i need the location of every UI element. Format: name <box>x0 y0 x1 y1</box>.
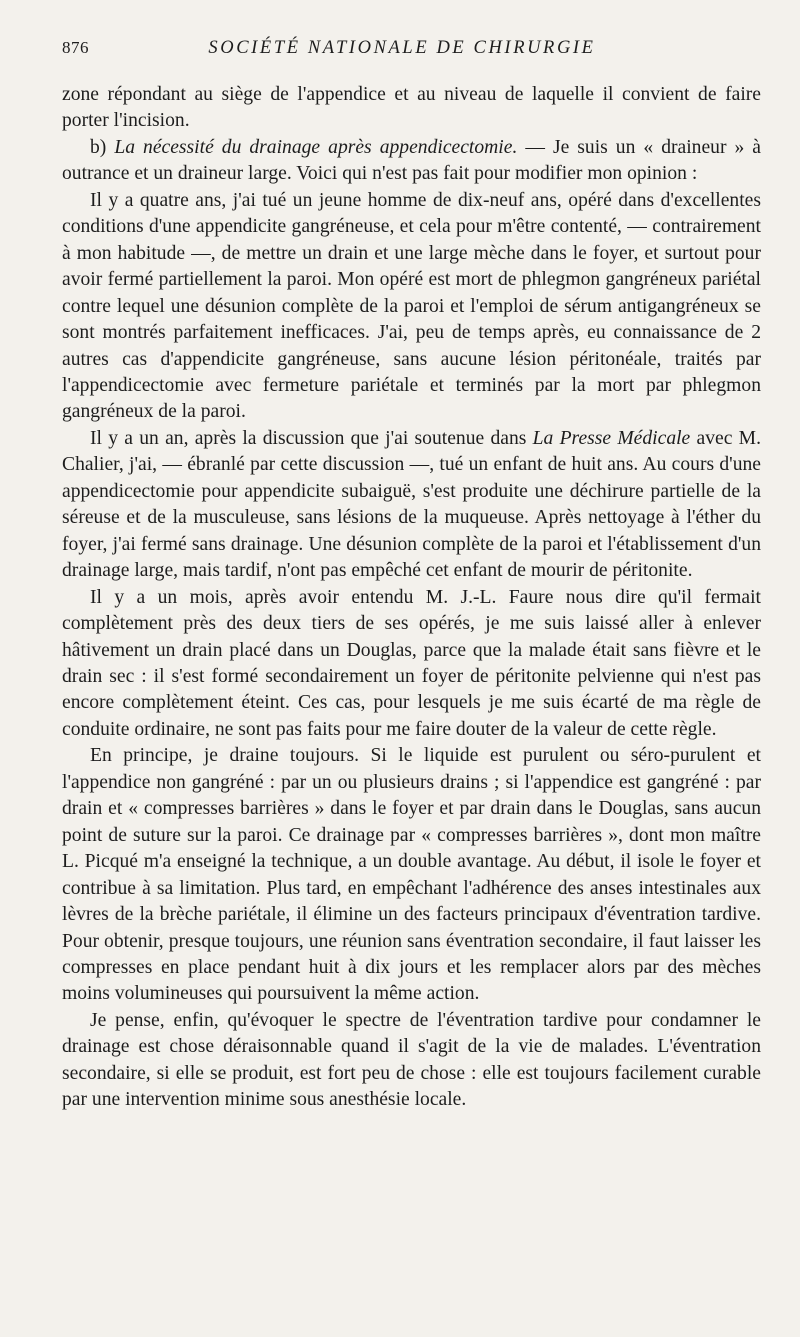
case-two-text-end: avec M. Chalier, j'ai, — ébranlé par cette discussion —, tué un enfant de huit ans. Au cours d'une appendicectomie pour appendicite subaiguë, s'est produite une déchirure partielle de la séreuse et de la musculeuse, sans lésions de la muqueuse. Après nettoyage à l'éther du foyer, j'ai fermé sans drainage. Une désunion complète de la paroi et l'établissement d'un drainage large, mais tardif, n'ont pas empêché cet enfant de mourir de péritonite. <box>62 427 761 582</box>
journal-title: SOCIÉTÉ NATIONALE DE CHIRURGIE <box>208 38 596 58</box>
case-two-text-start: Il y a un an, après la discussion que j'ai soutenue dans <box>90 427 533 449</box>
body-text <box>62 82 761 1114</box>
paragraph-case-two <box>62 426 761 585</box>
section-heading: La nécessité du drainage après appendicectomie. <box>114 136 518 158</box>
paragraph-principle: En principe, je draine toujours. Si le liquide est purulent ou séro-purulent et l'appendice non gangréné : par un ou plusieurs drains ; si l'appendice est gangréné : par drain et « compresses barrières » dans le foyer et par drain dans le Douglas, sans aucun point de suture sur la paroi. Ce drainage par « compresses barrières », dont mon maître L. Picqué m'a enseigné la technique, a un double avantage. Au début, il isole le foyer et contribue à sa limitation. Plus tard, en empêchant l'adhérence des anses intestinales aux lèvres de la brèche pariétale, il élimine un des facteurs principaux d'éventration tardive. Pour obtenir, presque toujours, une réunion sans éventration secondaire, il faut laisser les compresses en place pendant huit à dix jours et les remplacer alors par des mèches moins volumineuses qui poursuivent la même action. <box>62 745 761 1005</box>
paragraph-case-three: Il y a un mois, après avoir entendu M. J.-L. Faure nous dire qu'il fermait complètement près des deux tiers de ses opérés, je me suis laissé aller à enlever hâtivement un drain placé dans un Douglas, parce que la malade était sans fièvre et le drain sec : il s'est formé secondairement un foyer de péritonite pelvienne qui n'est pas encore complètement éteint. Ces cas, pour lesquels je me suis écarté de ma règle de conduite ordinaire, ne sont pas faits pour me faire douter de la valeur de cette règle. <box>62 586 761 740</box>
paragraph-section-b <box>62 135 761 188</box>
section-marker: b) <box>90 136 115 158</box>
paragraph-continuation: zone répondant au siège de l'appendice et au niveau de laquelle il convient de faire porter l'incision. <box>62 84 761 132</box>
paragraph-conclusion: Je pense, enfin, qu'évoquer le spectre de l'éventration tardive pour condamner le drainage est chose déraisonnable quand il s'agit de la vie de malades. L'éventration secondaire, si elle se produit, est fort peu de chose : elle est toujours facilement curable par une intervention minime sous anesthésie locale. <box>62 1009 761 1111</box>
paragraph-case-one: Il y a quatre ans, j'ai tué un jeune homme de dix-neuf ans, opéré dans d'excellentes conditions d'une appendicite gangréneuse, et cela pour m'être contenté, — contrairement à mon habitude —, de mettre un drain et une large mèche dans le foyer, et surtout pour avoir fermé partiellement la paroi. Mon opéré est mort de phlegmon gangréneux pariétal contre lequel une désunion complète de la paroi et l'emploi de sérum antigangréneux se sont montrés parfaitement inefficaces. J'ai, peu de temps après, eu connaissance de 2 autres cas d'appendicite gangréneuse, sans aucune lésion péritonéale, traités par l'appendicectomie avec fermeture pariétale et terminés par la mort par phlegmon gangréneux de la paroi. <box>62 189 761 423</box>
section-intro-text: — Je suis un « draineur » à outrance et un draineur large. Voici qui n'est pas fait pour modifier mon opinion : <box>62 136 761 185</box>
journal-reference: La Presse Médicale <box>532 427 691 449</box>
page-number: 876 <box>62 38 89 57</box>
running-header <box>62 38 742 62</box>
